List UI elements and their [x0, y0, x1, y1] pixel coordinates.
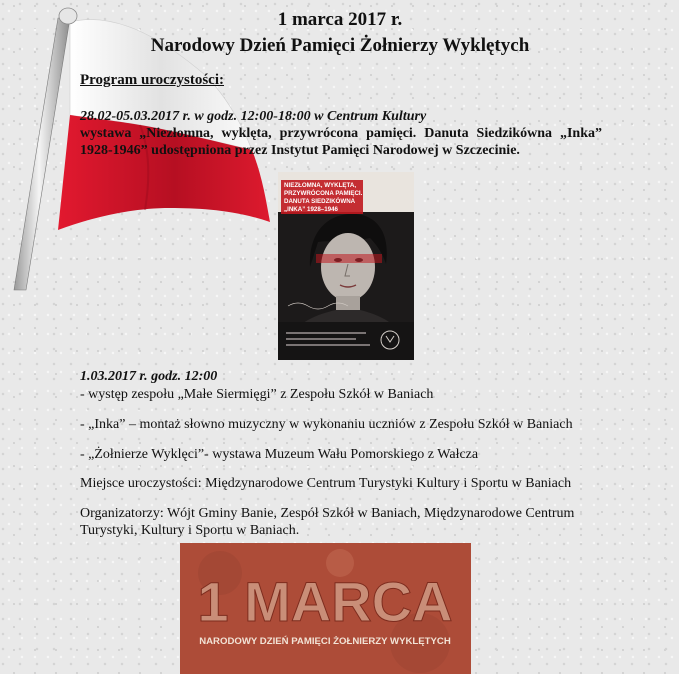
event-1-description: wystawa „Niezłomna, wyklęta, przywrócona pamięci. Danuta Siedzikówna „Inka” 1928-1946” udostępniona przez Instytut Pamięci Narodowej w Szczecinie. [80, 126, 602, 158]
poster1-caption-line1: NIEZŁOMNA, WYKLĘTA, [284, 182, 357, 189]
program-heading: Program uroczystości: [80, 72, 224, 88]
program-item: - występ zespołu „Małe Siermięgi” z Zespołu Szkół w Baniach [80, 387, 434, 402]
program-item: - „Inka” – montaż słowno muzyczny w wykonaniu uczniów z Zespołu Szkół w Baniach [80, 417, 573, 432]
page-title-date: 1 marca 2017 r. [277, 9, 403, 30]
inka-exhibition-poster [278, 172, 414, 360]
1-marca-banner-image [180, 543, 471, 674]
banner-big-text: 1 MARCA [197, 570, 453, 633]
organizers-text: Organizatorzy: Wójt Gminy Banie, Zespół Szkół w Baniach, Międzynarodowe Centrum Turystyki, Kultury i Sportu w Baniach. [80, 506, 575, 538]
poster1-caption-line2: PRZYWRÓCONA PAMIĘCI. [284, 190, 363, 197]
event-2-datetime: 1.03.2017 r. godz. 12:00 [80, 369, 218, 384]
event-1 [80, 108, 602, 159]
program-item: - „Żołnierze Wyklęci”- wystawa Muzeum Wału Pomorskiego z Wałcza [80, 447, 479, 462]
banner-sub-text: NARODOWY DZIEŃ PAMIĘCI ŻOŁNIERZY WYKLĘTYCH [199, 636, 451, 647]
venue-text: Miejsce uroczystości: Międzynarodowe Centrum Turystyki Kultury i Sportu w Baniach [80, 476, 572, 491]
event-1-datetime: 28.02-05.03.2017 r. w godz. 12:00-18:00 w Centrum Kultury [80, 109, 427, 124]
poster1-caption-line3: DANUTA SIEDZIKÓWNA [284, 198, 356, 205]
page-title: Narodowy Dzień Pamięci Żołnierzy Wyklętych [150, 35, 530, 56]
poster1-caption-line4: „INKA” 1928–1946 [284, 206, 339, 213]
